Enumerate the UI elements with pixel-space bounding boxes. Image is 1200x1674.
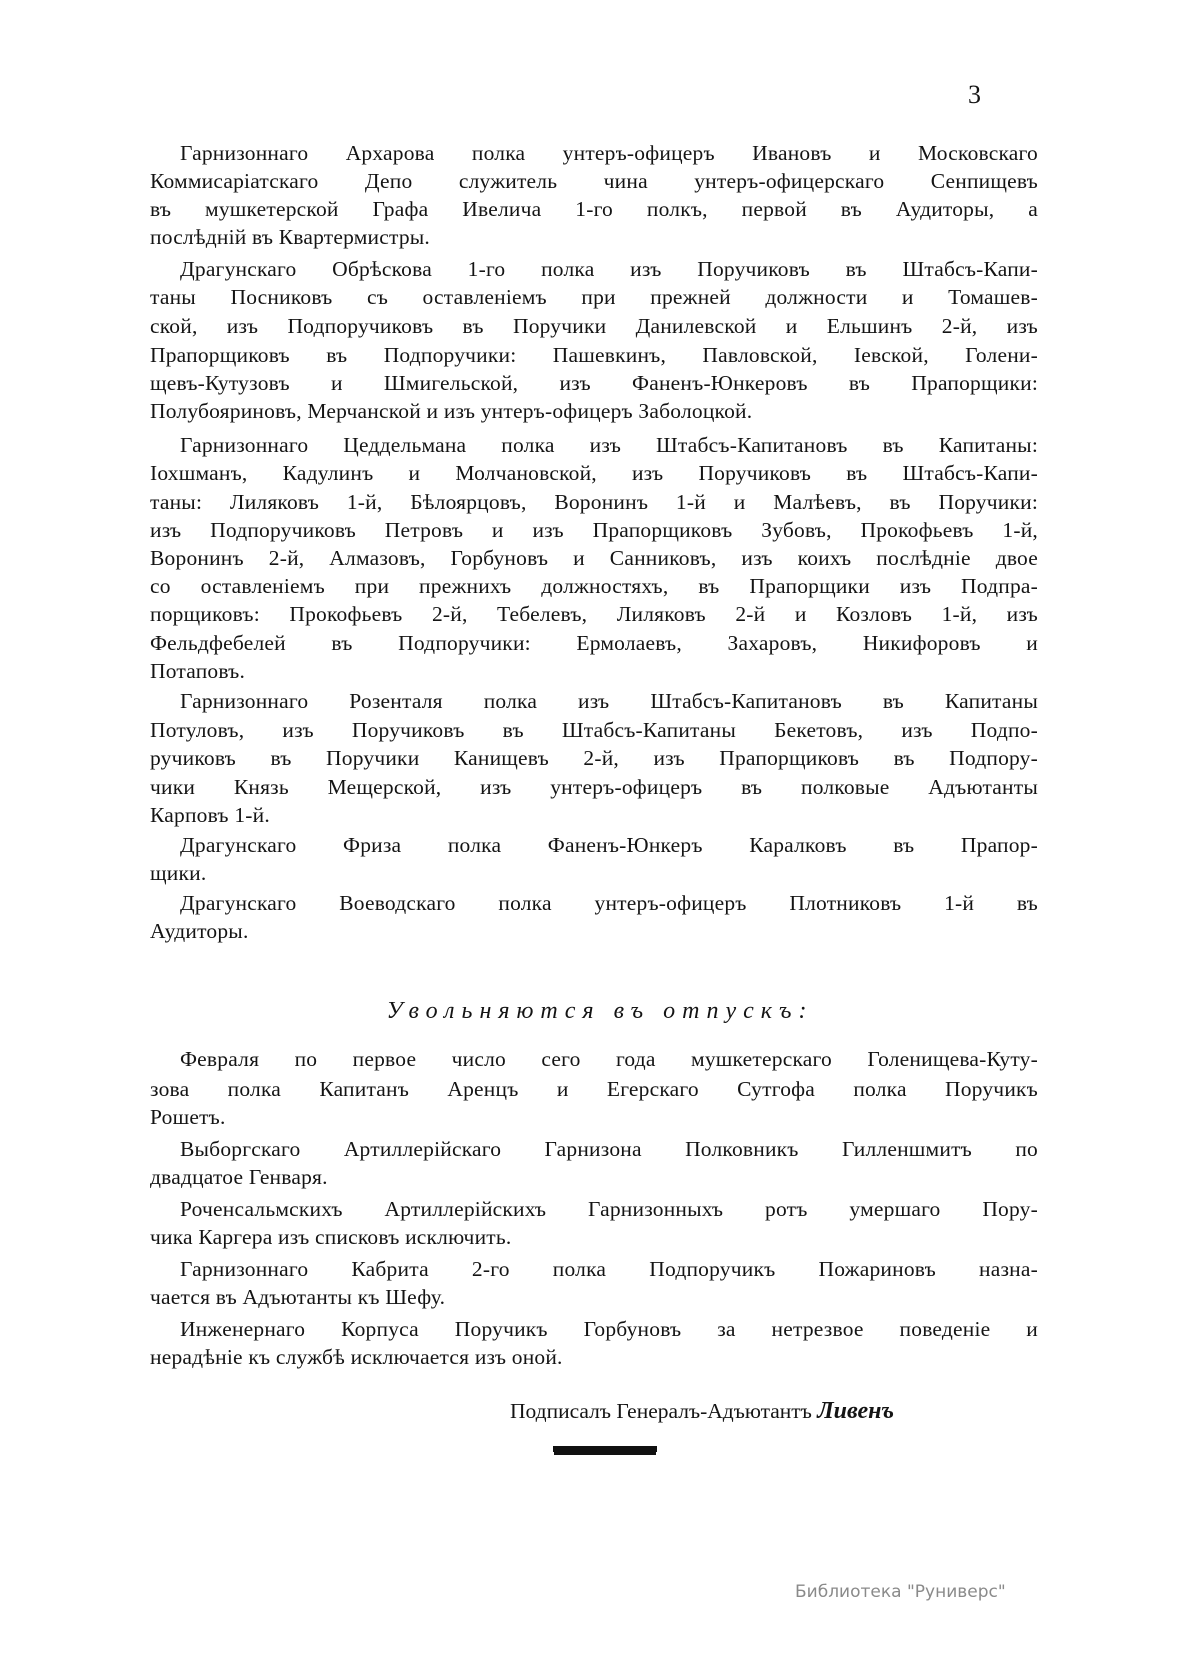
text-line: чается въ Адъютанты къ Шефу. [150, 1285, 446, 1309]
page-number: 3 [968, 80, 981, 109]
text-line: Гарнизоннаго Розенталя полка изъ Штабсъ-Капитановъ въ Капитаны [180, 689, 1038, 713]
text-line: двадцатое Генваря. [150, 1165, 328, 1189]
text-line: Драгунскаго Фриза полка Фаненъ-Юнкеръ Каралковъ въ Прапор- [180, 833, 1038, 857]
text-line: Рошетъ. [150, 1105, 226, 1129]
text-line: Гарнизоннаго Кабрита 2-го полка Подпоручикъ Пожариновъ назна- [180, 1257, 1038, 1281]
text-line: Карповъ 1-й. [150, 803, 270, 827]
text-line: Коммисаріатскаго Депо служитель чина унтеръ-офицерскаго Сенпищевъ [150, 169, 1038, 193]
text-line: Драгунскаго Воеводскаго полка унтеръ-офицеръ Плотниковъ 1-й въ [180, 891, 1038, 915]
text-line: таны: Лиляковъ 1-й, Бѣлоярцовъ, Воронинъ 1-й и Малѣевъ, въ Поручики: [150, 490, 1038, 514]
text-line: Полубояриновъ, Мерчанской и изъ унтеръ-офицеръ Заболоцкой. [150, 399, 753, 423]
text-line: ручиковъ въ Поручики Канищевъ 2-й, изъ Прапорщиковъ въ Подпору- [150, 746, 1038, 770]
text-line: послѣдній въ Квартермистры. [150, 225, 431, 249]
text-line: таны Посниковъ съ оставленіемъ при прежней должности и Томашев- [150, 285, 1038, 309]
text-line: чики Князь Мещерской, изъ унтеръ-офицеръ въ полковые Адъютанты [150, 775, 1038, 799]
text-line: со оставленіемъ при прежнихъ должностяхъ, въ Прапорщики изъ Подпра- [150, 574, 1038, 598]
text-line: порщиковъ: Прокофьевъ 2-й, Тебелевъ, Лиляковъ 2-й и Козловъ 1-й, изъ [150, 602, 1038, 626]
text-line: ской, изъ Подпоручиковъ въ Поручики Данилевской и Ельшинъ 2-й, изъ [150, 314, 1038, 338]
text-line: Воронинъ 2-й, Алмазовъ, Горбуновъ и Санниковъ, изъ коихъ послѣдніе двое [150, 546, 1038, 570]
text-line: щевъ-Кутузовъ и Шмигельской, изъ Фаненъ-Юнкеровъ въ Прапорщики: [150, 371, 1038, 395]
text-line: Инженернаго Корпуса Поручикъ Горбуновъ за нетрезвое поведеніе и [180, 1317, 1038, 1341]
signature [510, 1398, 894, 1425]
text-line: Потаповъ. [150, 659, 246, 683]
text-line: Гарнизоннаго Архарова полка унтеръ-офицеръ Ивановъ и Московскаго [180, 141, 1038, 165]
text-line: Драгунскаго Обрѣскова 1-го полка изъ Поручиковъ въ Штабсъ-Капи- [180, 257, 1038, 281]
watermark: Библиотека "Руниверс" [795, 1582, 1006, 1602]
text-line: чика Каргера изъ списковъ исключить. [150, 1225, 512, 1249]
text-line: Потуловъ, изъ Поручиковъ въ Штабсъ-Капитаны Бекетовъ, изъ Подпо- [150, 718, 1038, 742]
text-line: Прапорщиковъ въ Подпоручики: Пашевкинъ, Павловской, Іевской, Голени- [150, 343, 1038, 367]
text-line: зова полка Капитанъ Аренцъ и Егерскаго Сутгофа полка Поручикъ [150, 1077, 1038, 1101]
text-line: щики. [150, 861, 207, 885]
signature-name: Ливенъ [817, 1398, 895, 1424]
text-line: Іохшманъ, Кадулинъ и Молчановской, изъ Поручиковъ въ Штабсъ-Капи- [150, 461, 1038, 485]
text-line: Фельдфебелей въ Подпоручики: Ермолаевъ, Захаровъ, Никифоровъ и [150, 631, 1038, 655]
text-line: изъ Подпоручиковъ Петровъ и изъ Прапорщиковъ Зубовъ, Прокофьевъ 1-й, [150, 518, 1038, 542]
end-rule [553, 1446, 657, 1452]
text-line: Роченсальмскихъ Артиллерійскихъ Гарнизонныхъ ротъ умершаго Пору- [180, 1197, 1038, 1221]
text-line: Выборгскаго Артиллерійскаго Гарнизона Полковникъ Гилленшмитъ по [180, 1137, 1038, 1161]
text-line: въ мушкетерской Графа Ивелича 1-го полкъ, первой въ Аудиторы, а [150, 197, 1038, 221]
text-line: Гарнизоннаго Цеддельмана полка изъ Штабсъ-Капитановъ въ Капитаны: [180, 433, 1038, 457]
text-line: Аудиторы. [150, 919, 249, 943]
text-line: нерадѣніе къ службѣ исключается изъ оной. [150, 1345, 563, 1369]
section-heading: Увольняются въ отпускъ: [386, 998, 814, 1024]
signature-prefix: Подписалъ Генералъ-Адъютантъ [510, 1399, 812, 1423]
text-line: Февраля по первое число сего года мушкетерскаго Голенищева-Куту- [180, 1047, 1038, 1071]
